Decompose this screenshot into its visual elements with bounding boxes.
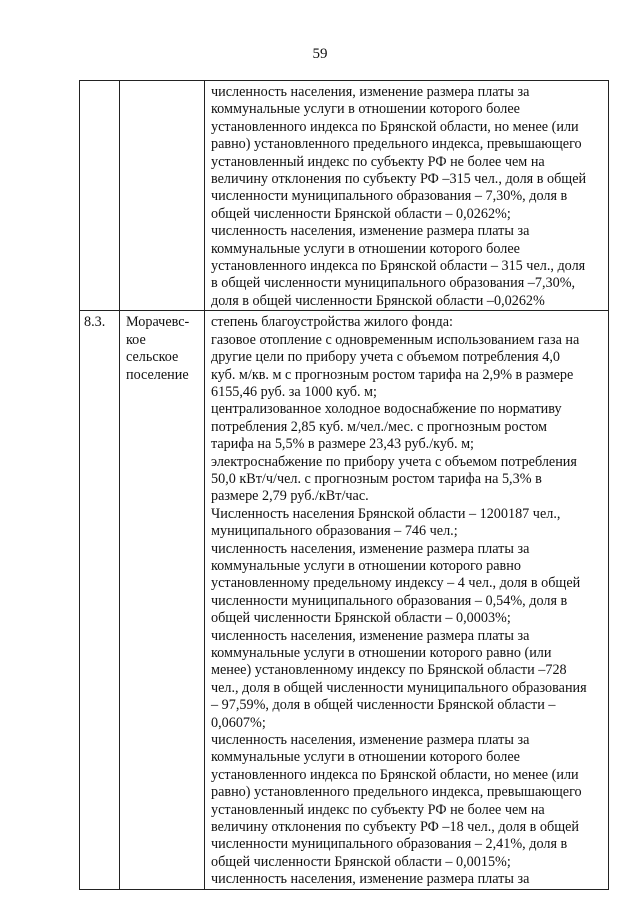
description-line: численности муниципального образования – 2,41%, доля в — [211, 836, 568, 853]
row-number-cell — [80, 81, 120, 311]
description-line: менее) установленному индексу по Брянской области –728 — [211, 662, 567, 679]
description-line: численность населения, изменение размера платы за — [211, 84, 530, 100]
description-line: – 97,59%, доля в общей численности Брянской области – — [211, 697, 556, 714]
description-line: 6155,46 руб. за 1000 куб. м; — [211, 383, 377, 400]
description-line: величину отклонения по субъекту РФ –18 чел., доля в общей — [211, 819, 580, 836]
description-line: в общей численности муниципального образования –7,30%, — [211, 275, 576, 292]
document-table — [79, 80, 609, 890]
table-body — [80, 81, 609, 890]
description-line: установленного индекса по Брянской области, но менее (или — [211, 118, 579, 135]
description-line: доля в общей численности Брянской области –0,0262% — [211, 292, 545, 309]
description-line: степень благоустройства жилого фонда: — [211, 314, 453, 331]
settlement-name-cell — [120, 311, 205, 889]
description-line: коммунальные услуги в отношении которого более — [211, 240, 520, 257]
description-line: Численность населения Брянской области – 1200187 чел., — [211, 505, 561, 522]
description-line: численности муниципального образования – 0,54%, доля в — [211, 592, 568, 609]
description-cell — [205, 81, 609, 311]
description-line: газовое отопление с одновременным использованием газа на — [211, 331, 580, 348]
description-line: коммунальные услуги в отношении которого более — [211, 101, 520, 118]
description-line: тарифа на 5,5% в размере 23,43 руб./куб. м; — [211, 436, 475, 453]
description-line: установленного индекса по Брянской области, но менее (или — [211, 766, 579, 783]
settlement-name-cell — [120, 81, 205, 311]
description-line: установленный индекс по субъекту РФ не более чем на — [211, 153, 545, 170]
description-line: другие цели по прибору учета с объемом потребления 4,0 — [211, 349, 560, 366]
description-line: потребления 2,85 куб. м/чел./мес. с прогнозным ростом — [211, 418, 548, 435]
table-row — [80, 81, 609, 311]
settlement-name-line: сельское — [126, 349, 179, 366]
description-line: общей численности Брянской области – 0,0015%; — [211, 853, 511, 870]
description-line: централизованное холодное водоснабжение по нормативу — [211, 401, 562, 418]
description-line: величину отклонения по субъекту РФ –315 чел., доля в общей — [211, 171, 587, 188]
description-line: установленному предельному индексу – 4 чел., доля в общей — [211, 575, 581, 592]
settlement-name-line: кое — [126, 331, 146, 348]
description-line: 0,0607%; — [211, 714, 266, 731]
table-row — [80, 311, 609, 889]
description-line: электроснабжение по прибору учета с объемом потребления — [211, 453, 577, 470]
description-line: численность населения, изменение размера платы за — [211, 871, 530, 888]
description-line: численность населения, изменение размера платы за — [211, 540, 530, 557]
description-line: размере 2,79 руб./кВт/час. — [211, 488, 369, 505]
description-line: куб. м/кв. м с прогнозным ростом тарифа на 2,9% в размере — [211, 366, 574, 383]
description-line: коммунальные услуги в отношении которого более — [211, 749, 520, 766]
description-line: равно) установленного предельного индекса, превышающего — [211, 136, 582, 153]
settlement-name-line: поселение — [126, 366, 189, 383]
row-number-cell: 8.3. — [80, 311, 120, 889]
description-line: коммунальные услуги в отношении которого равно — [211, 557, 521, 574]
description-line: численности муниципального образования – 7,30%, доля в — [211, 188, 568, 205]
description-line: коммунальные услуги в отношении которого равно (или — [211, 645, 552, 661]
description-line: численность населения, изменение размера платы за — [211, 223, 530, 240]
description-line: муниципального образования – 746 чел.; — [211, 523, 458, 540]
page-number: 59 — [312, 46, 328, 62]
description-line: общей численности Брянской области – 0,0262%; — [211, 205, 511, 222]
description-line: общей численности Брянской области – 0,0003%; — [211, 610, 511, 627]
settlement-name-line: Морачевс- — [126, 314, 190, 331]
description-line: равно) установленного предельного индекса, превышающего — [211, 784, 582, 801]
description-line: установленного индекса по Брянской области – 315 чел., доля — [211, 258, 586, 275]
description-line: установленный индекс по субъекту РФ не более чем на — [211, 801, 545, 818]
description-line: численность населения, изменение размера платы за — [211, 732, 530, 749]
description-line: численность населения, изменение размера платы за — [211, 627, 530, 644]
description-cell — [205, 311, 609, 889]
description-line: чел., доля в общей численности муниципального образования — [211, 679, 587, 696]
description-line: 50,0 кВт/ч/чел. с прогнозным ростом тарифа на 5,3% в — [211, 470, 542, 487]
